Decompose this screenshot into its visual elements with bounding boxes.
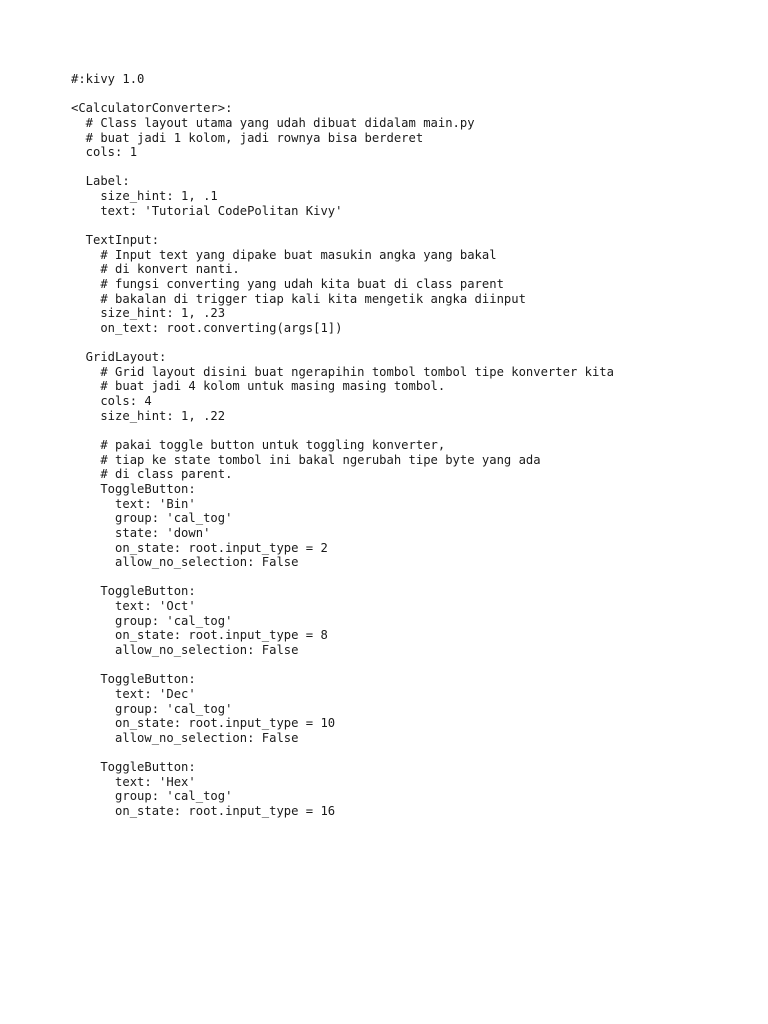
code-line: group: 'cal_tog' [71,789,233,804]
code-line [71,160,614,175]
code-line: on_state: root.input_type = 16 [71,804,336,819]
code-line: text: 'Tutorial CodePolitan Kivy' [71,203,343,218]
code-line: group: 'cal_tog' [71,613,233,628]
code-line: allow_no_selection: False [71,730,299,745]
code-line: # buat jadi 4 kolom untuk masing masing tombol. [71,379,446,394]
code-line: # Grid layout disini buat ngerapihin tombol tombol tipe konverter kita [71,364,614,379]
code-line: on_text: root.converting(args[1]) [71,320,343,335]
code-line: text: 'Oct' [71,599,196,614]
code-line: text: 'Dec' [71,686,196,701]
code-line: on_state: root.input_type = 10 [71,716,336,731]
code-line: state: 'down' [71,525,211,540]
code-line [71,87,614,102]
code-line: # Class layout utama yang udah dibuat didalam main.py [71,115,475,130]
code-line: # Input text yang dipake buat masukin angka yang bakal [71,247,497,262]
code-line: group: 'cal_tog' [71,511,233,526]
code-line: # pakai toggle button untuk toggling konverter, [71,438,446,453]
code-line: allow_no_selection: False [71,555,299,570]
code-listing [71,72,614,819]
code-line [71,570,614,585]
code-line: # bakalan di trigger tiap kali kita mengetik angka diinput [71,291,526,306]
code-line: TextInput: [71,233,160,248]
code-line: # di class parent. [71,467,233,482]
code-line: size_hint: 1, .22 [71,408,226,423]
code-line [71,218,614,233]
code-line [71,423,614,438]
code-line: on_state: root.input_type = 8 [71,628,328,643]
code-line: <CalculatorConverter>: [71,101,233,116]
code-line: # di konvert nanti. [71,262,240,277]
code-line: text: 'Bin' [71,496,196,511]
code-line: ToggleButton: [71,760,196,775]
code-line: allow_no_selection: False [71,642,299,657]
code-line: size_hint: 1, .1 [71,189,218,204]
code-line: # tiap ke state tombol ini bakal ngerubah tipe byte yang ada [71,452,541,467]
code-line: text: 'Hex' [71,774,196,789]
code-line: cols: 1 [71,145,138,160]
code-line: # fungsi converting yang udah kita buat di class parent [71,276,504,291]
code-line: GridLayout: [71,350,167,365]
code-line [71,658,614,673]
code-line: Label: [71,174,130,189]
code-line: cols: 4 [71,394,152,409]
code-line: on_state: root.input_type = 2 [71,540,328,555]
code-line [71,336,614,351]
code-line: #:kivy 1.0 [71,72,145,86]
code-line: ToggleButton: [71,481,196,496]
code-line [71,745,614,760]
code-line: group: 'cal_tog' [71,701,233,716]
code-line: size_hint: 1, .23 [71,306,226,321]
code-line: ToggleButton: [71,584,196,599]
code-line: ToggleButton: [71,672,196,687]
code-line: # buat jadi 1 kolom, jadi rownya bisa berderet [71,130,424,145]
